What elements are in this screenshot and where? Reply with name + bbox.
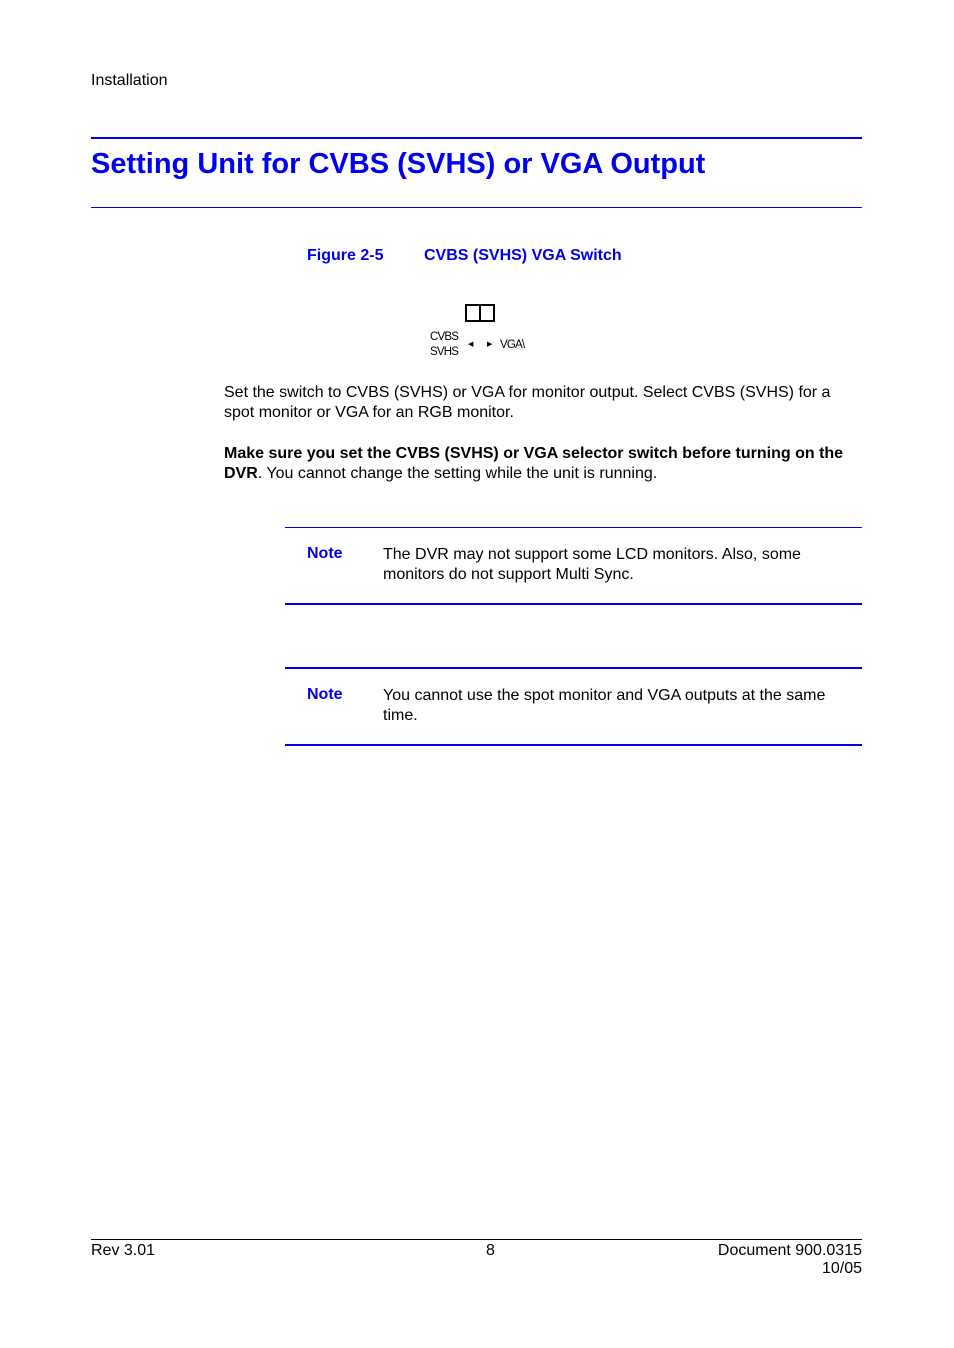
switch-label-cvbs: CVBS xyxy=(430,331,459,343)
footer-date: 10/05 xyxy=(821,1260,862,1277)
switch-right-position xyxy=(481,306,493,320)
footer-document-info xyxy=(718,1242,862,1278)
note-text: The DVR may not support some LCD monitors. Also, some monitors do not support Multi Sync. xyxy=(383,546,801,583)
warning-rest-text: . You cannot change the setting while the unit is running. xyxy=(257,465,658,482)
arrow-left-icon: ◀ xyxy=(468,341,474,348)
note-bottom-rule xyxy=(285,744,862,746)
note-label: Note xyxy=(307,686,343,703)
paragraph-warning xyxy=(224,444,864,484)
figure-caption: CVBS (SVHS) VGA Switch xyxy=(424,247,622,264)
page-title: Setting Unit for CVBS (SVHS) or VGA Output xyxy=(91,148,706,180)
figure-number: Figure 2-5 xyxy=(307,247,384,264)
switch-left-position xyxy=(467,306,481,320)
footer-revision: Rev 3.01 xyxy=(91,1242,156,1259)
note-top-rule xyxy=(285,527,862,528)
note-label: Note xyxy=(307,545,343,562)
page-number: 8 xyxy=(486,1242,495,1259)
footer-document-number: Document 900.0315 xyxy=(717,1242,862,1259)
note-top-rule xyxy=(285,667,862,669)
arrow-right-icon: ▶ xyxy=(487,341,493,348)
footer-rule xyxy=(91,1239,862,1240)
switch-label-vga: VGA\ xyxy=(500,339,525,351)
warning-bold-text: Make sure you set the CVBS (SVHS) or VGA selector switch before turning on the DVR xyxy=(224,445,844,482)
selector-switch-icon xyxy=(465,304,495,322)
title-bottom-rule xyxy=(91,207,862,208)
note-text: You cannot use the spot monitor and VGA outputs at the same time. xyxy=(383,687,826,724)
title-top-rule xyxy=(91,137,862,139)
running-header: Installation xyxy=(91,72,168,89)
switch-label-svhs: SVHS xyxy=(430,346,459,358)
paragraph-switch-instructions: Set the switch to CVBS (SVHS) or VGA for monitor output. Select CVBS (SVHS) for a spot monitor or VGA for an RGB monitor. xyxy=(224,384,831,421)
note-bottom-rule xyxy=(285,603,862,605)
